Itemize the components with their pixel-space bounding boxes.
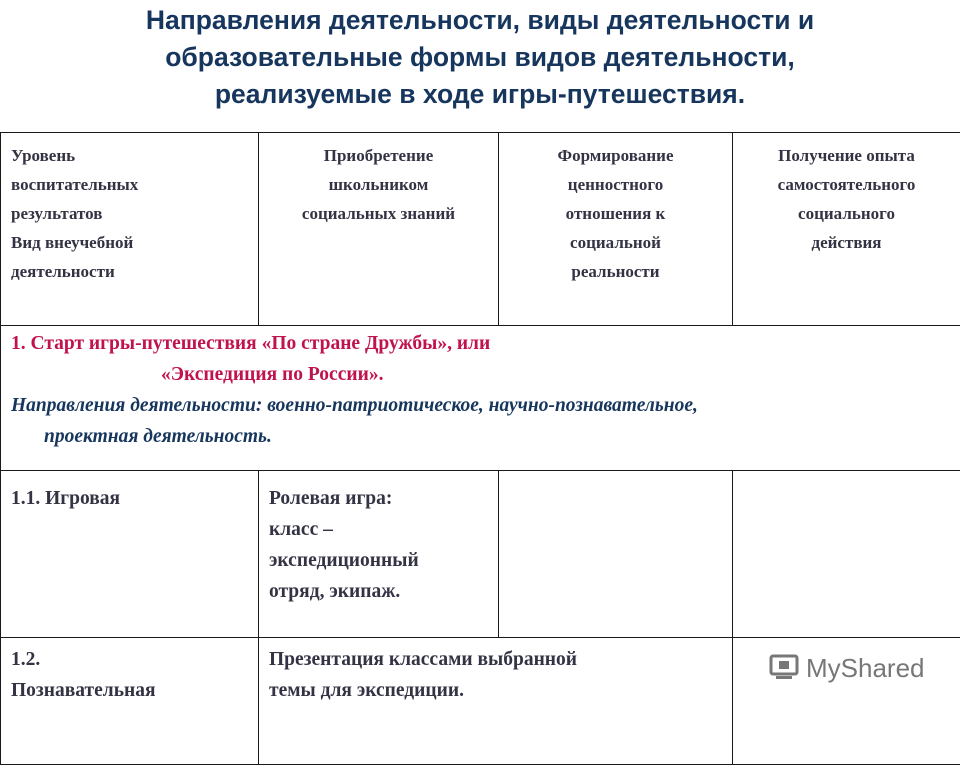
section-title: 1. Старт игры-путешествия «По стране Дружбы», или xyxy=(11,328,952,359)
title-line-1: Направления деятельности, виды деятельности и xyxy=(0,2,960,39)
title-line-2: образовательные формы видов деятельности, xyxy=(0,39,960,76)
section-row xyxy=(1,326,960,471)
header-cell-experience: Получение опыта самостоятельного социального действия xyxy=(733,133,960,326)
section-directions: Направления деятельности: военно-патриотическое, научно-познавательное, xyxy=(11,390,952,421)
myshared-logo-icon xyxy=(768,652,802,684)
row-empty-cell xyxy=(733,471,960,638)
section-title-cont: «Экспедиция по России». xyxy=(11,359,952,390)
header-cell-knowledge: Приобретение школьником социальных знаний xyxy=(259,133,499,326)
section-directions-cont: проектная деятельность. xyxy=(11,421,952,452)
header-cell-values: Формирование ценностного отношения к социальной реальности xyxy=(499,133,733,326)
table-header-row xyxy=(1,133,960,326)
table-row xyxy=(1,471,960,638)
watermark-text: MyShared xyxy=(806,653,925,684)
slide-title xyxy=(0,2,960,113)
row-empty-cell xyxy=(499,471,733,638)
section-cell xyxy=(1,326,960,471)
header-cell-level: Уровень воспитательных результатов Вид внеучебной деятельности xyxy=(1,133,259,326)
myshared-watermark xyxy=(768,652,925,684)
row-form-cell: Презентация классами выбранной темы для экспедиции. xyxy=(259,638,733,765)
title-line-3: реализуемые в ходе игры-путешествия. xyxy=(0,76,960,113)
row-label-cell: 1.1. Игровая xyxy=(1,471,259,638)
row-form-cell: Ролевая игра: класс – экспедиционный отряд, экипаж. xyxy=(259,471,499,638)
row-label-cell: 1.2. Познавательная xyxy=(1,638,259,765)
